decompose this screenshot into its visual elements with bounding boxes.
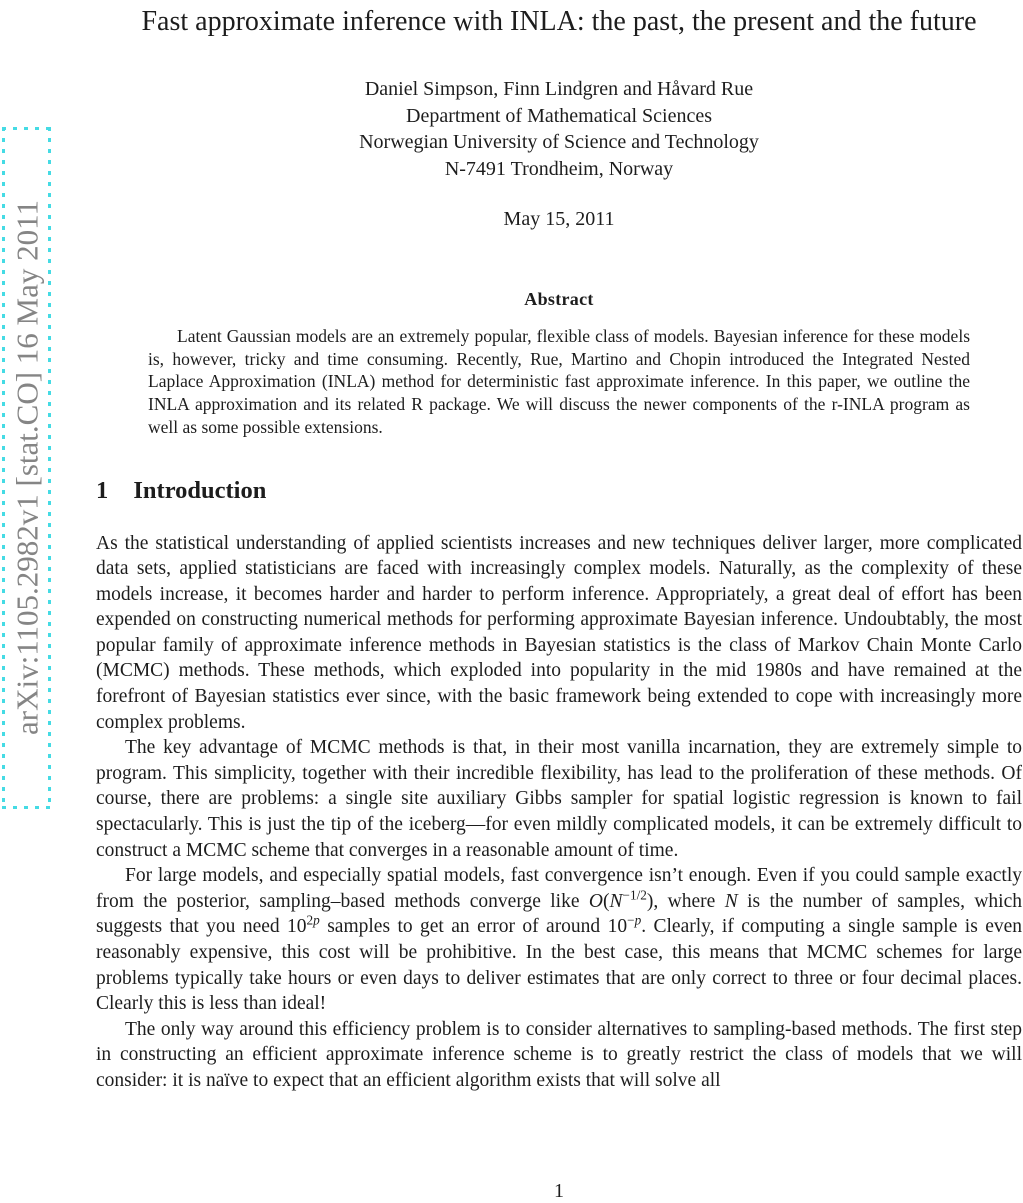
affiliation-department: Department of Mathematical Sciences bbox=[406, 104, 712, 127]
math-run: N bbox=[609, 890, 623, 912]
math-run: p bbox=[634, 912, 642, 928]
math-run: p bbox=[313, 912, 320, 928]
author-line: Daniel Simpson, Finn Lindgren and Håvard Rue bbox=[364, 78, 754, 100]
affiliation-university: Norwegian University of Science and Technology bbox=[359, 131, 759, 153]
section-heading bbox=[96, 477, 1022, 505]
math-run: − bbox=[627, 912, 635, 928]
abstract-text: Latent Gaussian models are an extremely popular, flexible class of models. Bayesian inference for these models is, however, tricky and time consuming. Recently, Rue, Martino and Chopin introduced the Integrated Nested Laplace Approximation (INLA) method for deterministic fast approximate inference. In this paper, we outline the INLA approximation and its related R package. We will discuss the newer components of the r-INLA program as well as some possible extensions. bbox=[148, 326, 970, 437]
text-run: ( bbox=[602, 890, 610, 912]
abstract-heading: Abstract bbox=[524, 289, 594, 309]
paper-body bbox=[96, 0, 1022, 1094]
text-run: For large models, and especially spatial models, fast convergence isn’t enough. Even if you could sample exactly from the posterior, sampling–based methods converge like bbox=[96, 865, 1022, 912]
text-run: As the statistical understanding of applied scientists increases and new techniques deliver larger, more complicated data sets, applied statisticians are faced with increasingly complex models. Naturally, as the complexity of these models increase, it becomes harder and harder to perform inference. Appropriately, a great deal of effort has been expended on constructing numerical methods for performing approximate Bayesian inference. Undoubtably, the most popular family of approximate inference methods in Bayesian statistics is the class of Markov Chain Monte Carlo (MCMC) methods. These methods, which exploded into popularity in the mid 1980s and have remained at the forefront of Bayesian statistics ever since, with the basic framework being extended to cope with increasingly more complex problems. bbox=[96, 532, 1022, 733]
text-run: ), where bbox=[646, 890, 725, 912]
paper-date: May 15, 2011 bbox=[503, 208, 615, 230]
paragraph bbox=[96, 863, 1022, 1017]
paragraph bbox=[96, 1017, 1022, 1094]
paper-title: Fast approximate inference with INLA: the past, the present and the future bbox=[141, 6, 977, 37]
page-number: 1 bbox=[554, 1180, 564, 1202]
arxiv-watermark bbox=[2, 127, 51, 809]
paragraph bbox=[96, 735, 1022, 863]
section-title: Introduction bbox=[133, 476, 267, 504]
math-run: N bbox=[724, 890, 738, 912]
paragraph bbox=[96, 531, 1022, 736]
author-block bbox=[96, 76, 1022, 182]
affiliation-address: N-7491 Trondheim, Norway bbox=[444, 157, 674, 180]
text-run: The key advantage of MCMC methods is that, in their most vanilla incarnation, they are extremely simple to program. This simplicity, together with their incredible flexibility, has lead to the proliferation of these methods. Of course, there are problems: a single site auxiliary Gibbs sampler for spatial logistic regression is known to fail spectacularly. This is just the tip of the iceberg—for even mildly complicated models, it can be extremely difficult to construct a MCMC scheme that converges in a reasonable amount of time. bbox=[96, 737, 1022, 861]
section-number: 1 bbox=[96, 476, 109, 504]
math-run: O bbox=[588, 890, 603, 912]
section-paragraphs bbox=[96, 531, 1022, 1094]
arxiv-watermark-text: arXiv:1105.2982v1 [stat.CO] 16 May 2011 bbox=[9, 200, 45, 735]
text-run: is the number of samples, which suggests that you need 10 bbox=[96, 890, 1022, 938]
math-run: −1/2 bbox=[622, 887, 647, 903]
math-run: 2 bbox=[306, 912, 314, 928]
text-run: . Clearly, if computing a single sample is even reasonably expensive, this cost will be prohibitive. In the best case, this means that MCMC schemes for large problems typically take hours or even days to deliver estimates that are only correct to three or four decimal places. Clearly this is less than ideal! bbox=[96, 916, 1023, 1015]
text-run: The only way around this efficiency problem is to consider alternatives to sampling-based methods. The first step in constructing an efficient approximate inference scheme is to greatly restrict the class of models that we will consider: it is naïve to expect that an efficient algorithm exists that will solve all bbox=[96, 1018, 1022, 1091]
text-run: samples to get an error of around 10 bbox=[319, 916, 628, 938]
